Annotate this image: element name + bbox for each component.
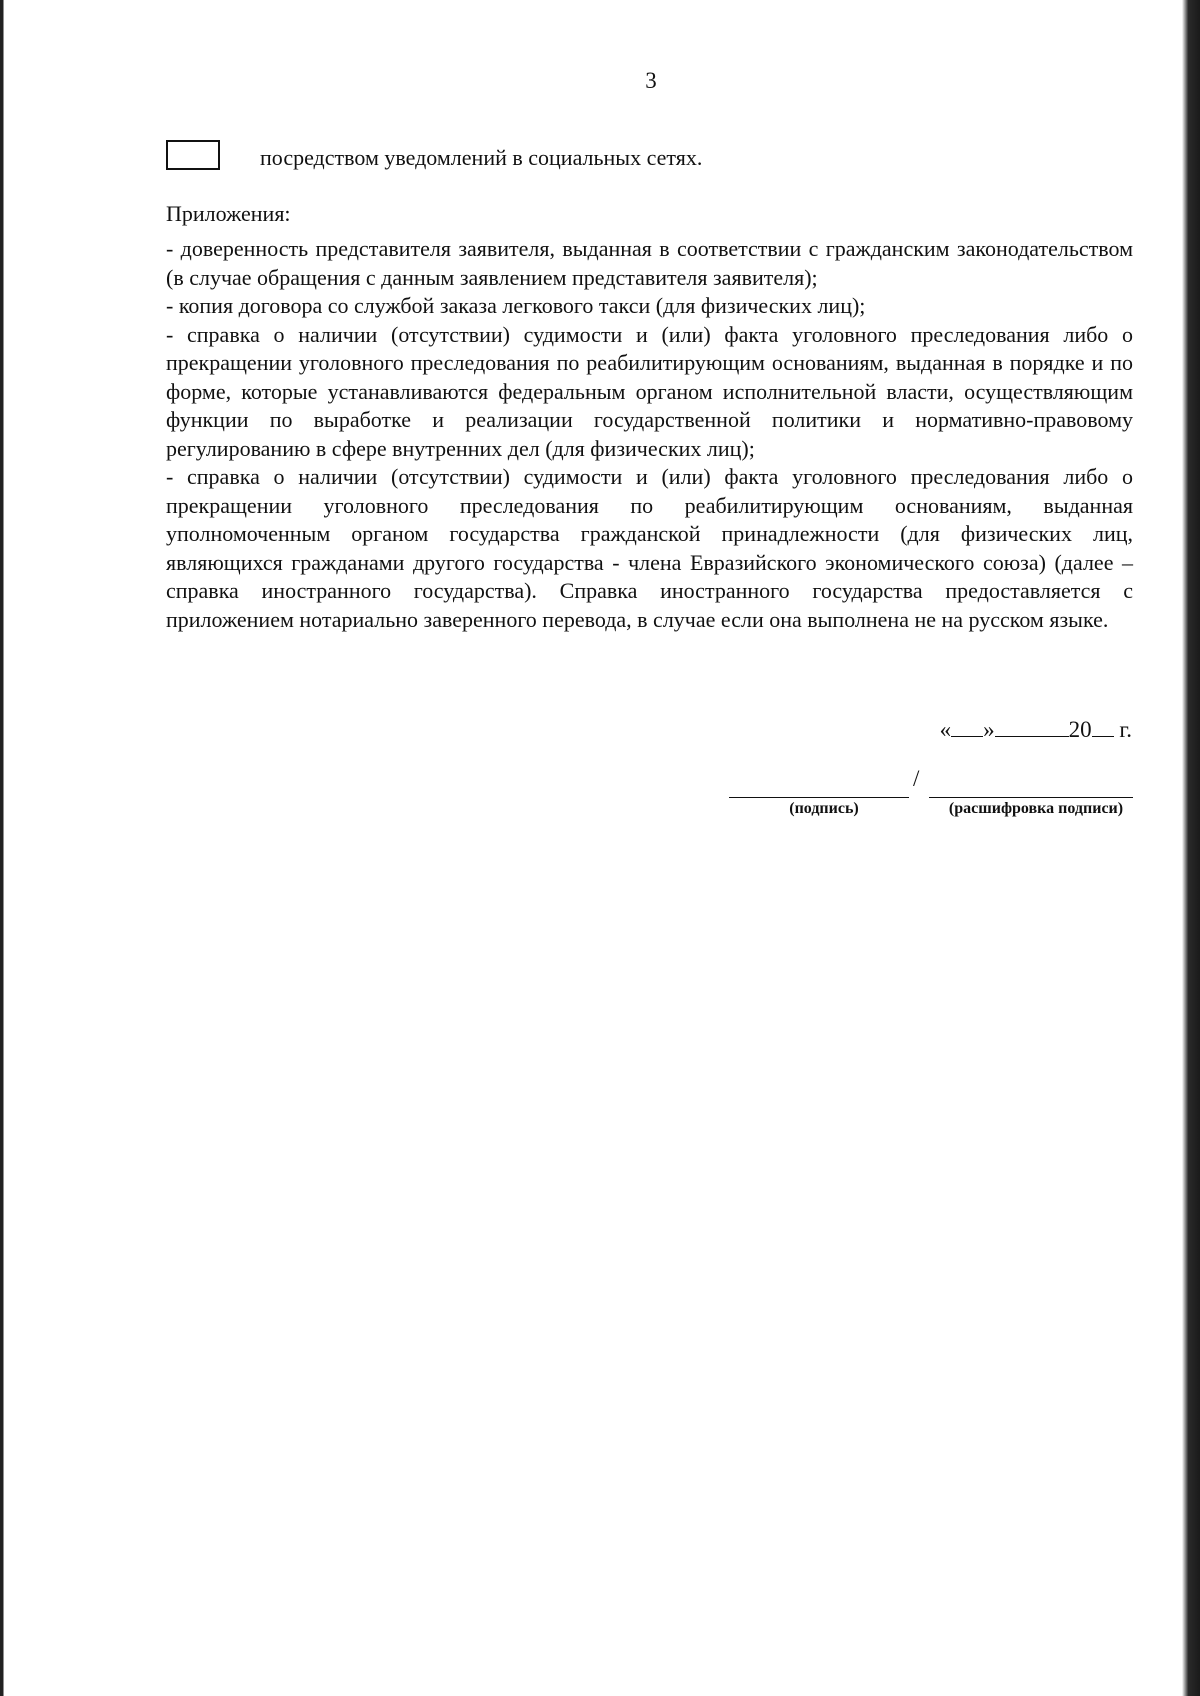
notification-option — [166, 140, 1066, 174]
date-close-quote: » — [983, 717, 995, 742]
date-open-quote: « — [939, 717, 952, 742]
attachment-item: - доверенность представителя заявителя, выданная в соответствии с гражданским законодательством (в случае обращения с данным заявлением представителя заявителя); — [166, 236, 1133, 290]
scan-edge-right — [1182, 0, 1200, 1696]
attachment-item: - справка о наличии (отсутствии) судимости и (или) факта уголовного преследования либо о прекращении уголовного преследования по реабилитирующим основаниям, выданная уполномоченным органом государства гражданской принадлежности (для физических лиц, являющихся гражданами другого государства - члена Евразийского экономического союза) (далее – справка иностранного государства). Справка иностранного государства предоставляется с приложением нотариально заверенного перевода, в случае если она выполнена не на русском языке. — [166, 464, 1133, 632]
signature-caption: (подпись) — [789, 800, 859, 817]
page-number: 3 — [645, 68, 657, 93]
signature-line[interactable] — [729, 769, 909, 798]
attachment-item: - копия договора со службой заказа легкового такси (для физических лиц); — [166, 293, 866, 318]
social-notification-label: посредством уведомлений в социальных сетях. — [260, 145, 703, 170]
social-notification-checkbox[interactable] — [166, 140, 220, 170]
attachments-list — [166, 235, 1133, 634]
month-blank[interactable] — [995, 716, 1069, 737]
year-prefix: 20 — [1068, 717, 1092, 742]
signature-decoding-caption: (расшифровка подписи) — [948, 800, 1124, 817]
date-line — [940, 716, 1132, 743]
attachment-item: - справка о наличии (отсутствии) судимости и (или) факта уголовного преследования либо о прекращении уголовного преследования по реабилитирующим основаниям, выданная в порядке и по форме, которые устанавливаются федеральным органом исполнительной власти, осуществляющим функции по выработке и реализации государственной политики и нормативно-правовому регулированию в сфере внутренних дел (для физических лиц); — [166, 321, 1133, 461]
year-suffix: г. — [1119, 717, 1132, 742]
scan-edge-left — [0, 0, 4, 1696]
signature-slash: / — [913, 766, 920, 791]
signature-decoding-line[interactable] — [929, 769, 1133, 798]
year-blank[interactable] — [1092, 716, 1114, 737]
attachments-title: Приложения: — [166, 201, 291, 226]
day-blank[interactable] — [951, 716, 983, 737]
